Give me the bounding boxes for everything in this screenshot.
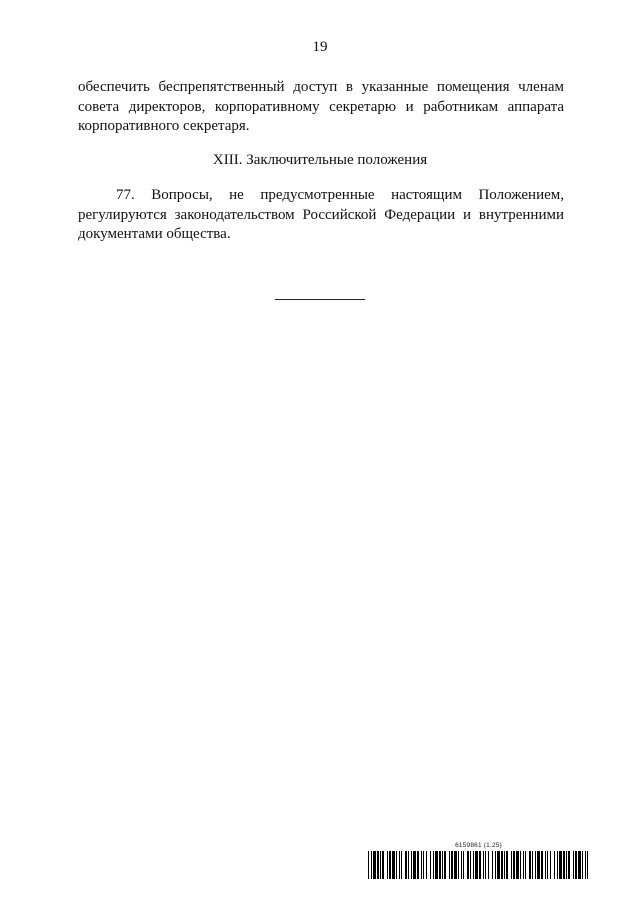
paragraph-line: регулируются законодательством Российской Федерации и внутренними — [78, 206, 564, 223]
document-barcode — [368, 842, 590, 880]
section-heading: XIII. Заключительные положения — [212, 152, 428, 168]
paragraph-line-text: 77. Вопросы, не предусмотренные настоящим Положением, — [116, 187, 564, 203]
paragraph-line: корпоративного секретаря. — [78, 118, 250, 134]
end-separator-line — [275, 299, 365, 300]
paragraph-access-provision — [78, 78, 564, 137]
barcode-label: 6159861 (1.25) — [455, 842, 502, 849]
paragraph-line: документами общества. — [78, 226, 231, 242]
paragraph-line: обеспечить беспрепятственный доступ в указанные помещения членам — [78, 79, 564, 95]
paragraph-line-first — [78, 186, 564, 206]
paragraph-77 — [78, 186, 564, 245]
page-number: 19 — [312, 39, 328, 55]
barcode-icon — [368, 851, 590, 879]
paragraph-line: совета директоров, корпоративному секретарю и работникам аппарата — [78, 98, 564, 115]
